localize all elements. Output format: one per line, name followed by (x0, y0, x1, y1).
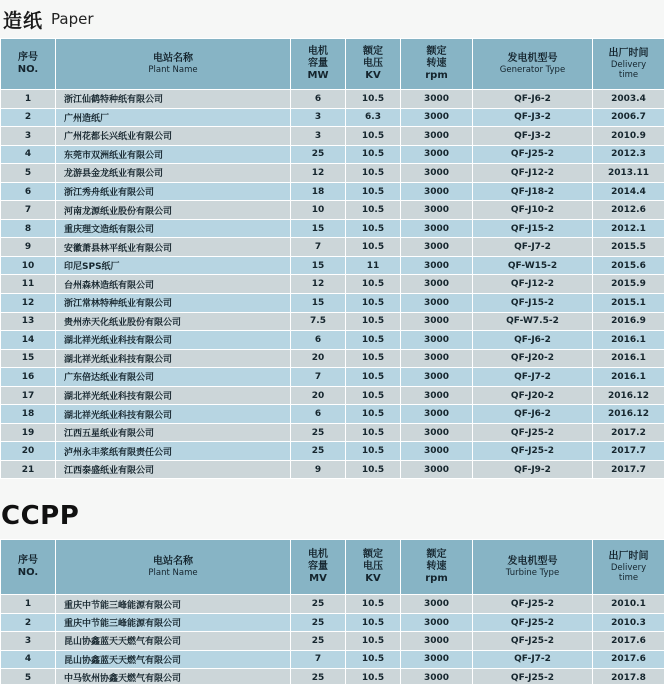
cell-plant-name: 浙江常林特种纸业有限公司 (56, 294, 291, 313)
cell-capacity: 7 (291, 368, 346, 387)
ccpp-title: CCPP (1, 501, 80, 532)
cell-capacity: 15 (291, 219, 346, 238)
column-header-mw (291, 39, 346, 90)
header-label-en: MV (309, 573, 327, 585)
header-label-zh: 序号 (18, 555, 38, 567)
ccpp-section-title (0, 479, 664, 539)
cell-voltage: 10.5 (346, 331, 401, 350)
cell-plant-name: 东莞市双洲纸业有限公司 (56, 145, 291, 164)
cell-voltage: 10.5 (346, 368, 401, 387)
header-label-zh: 额定 (426, 46, 447, 57)
column-header-kv (346, 39, 401, 90)
cell-delivery-time: 2010.9 (593, 127, 664, 146)
cell-generator-type: QF-J25-2 (473, 595, 593, 613)
header-label-en: rpm (425, 70, 448, 81)
cell-speed: 3000 (401, 127, 473, 146)
cell-generator-type: QF-J25-2 (473, 423, 593, 442)
cell-plant-name: 贵州赤天化纸业股份有限公司 (56, 312, 291, 331)
cell-no: 13 (1, 312, 56, 331)
cell-speed: 3000 (401, 90, 473, 109)
cell-capacity: 25 (291, 423, 346, 442)
cell-voltage: 10.5 (346, 386, 401, 405)
header-label-zh: 容量 (308, 561, 328, 573)
cell-voltage: 10.5 (346, 90, 401, 109)
header-label-en: Turbine Type (505, 568, 560, 579)
cell-plant-name: 中马钦州协鑫天燃气有限公司 (56, 669, 291, 684)
cell-voltage: 10.5 (346, 442, 401, 461)
cell-generator-type: QF-J15-2 (473, 219, 593, 238)
header-label-en: NO. (17, 64, 39, 75)
cell-no: 4 (1, 650, 56, 668)
cell-plant-name: 浙江仙鹤特种纸有限公司 (56, 90, 291, 109)
cell-plant-name: 重庆中节能三峰能源有限公司 (56, 613, 291, 631)
cell-no: 15 (1, 349, 56, 368)
cell-capacity: 6 (291, 405, 346, 424)
cell-voltage: 10.5 (346, 650, 401, 668)
cell-no: 17 (1, 386, 56, 405)
cell-no: 19 (1, 423, 56, 442)
header-label-en: NO. (17, 567, 39, 579)
header-label-zh: 发电机型号 (507, 53, 558, 64)
paper-title-zh: 造纸 (3, 9, 44, 32)
column-header-turbine-type (473, 540, 593, 595)
table-row (1, 595, 664, 613)
cell-generator-type: QF-J25-2 (473, 145, 593, 164)
cell-speed: 3000 (401, 349, 473, 368)
column-header-plant-name (56, 540, 291, 595)
column-header-delivery (593, 39, 664, 90)
cell-delivery-time: 2014.4 (593, 182, 664, 201)
cell-generator-type: QF-J6-2 (473, 90, 593, 109)
cell-generator-type: QF-J25-2 (473, 442, 593, 461)
cell-generator-type: QF-J7-2 (473, 650, 593, 668)
cell-plant-name: 广东倍达纸业有限公司 (56, 368, 291, 387)
cell-voltage: 10.5 (346, 613, 401, 631)
cell-capacity: 15 (291, 294, 346, 313)
cell-speed: 3000 (401, 442, 473, 461)
cell-voltage: 10.5 (346, 219, 401, 238)
cell-capacity: 10 (291, 201, 346, 220)
header-label-zh: 出厂时间 (608, 551, 649, 563)
cell-speed: 3000 (401, 460, 473, 479)
cell-voltage: 10.5 (346, 127, 401, 146)
cell-speed: 3000 (401, 294, 473, 313)
header-label-en: MW (307, 70, 329, 81)
header-label-zh: 额定 (363, 549, 383, 561)
cell-capacity: 25 (291, 145, 346, 164)
header-label-zh: 电机 (308, 549, 328, 561)
table-row (1, 405, 664, 424)
table-row (1, 386, 664, 405)
cell-voltage: 6.3 (346, 108, 401, 127)
cell-voltage: 10.5 (346, 312, 401, 331)
cell-plant-name: 龙游县金龙纸业有限公司 (56, 164, 291, 183)
cell-delivery-time: 2017.8 (593, 669, 664, 684)
cell-delivery-time: 2010.1 (593, 595, 664, 613)
cell-speed: 3000 (401, 613, 473, 631)
cell-generator-type: QF-J10-2 (473, 201, 593, 220)
table-row (1, 368, 664, 387)
cell-capacity: 25 (291, 613, 346, 631)
cell-generator-type: QF-J9-2 (473, 460, 593, 479)
column-header-kv (346, 540, 401, 595)
cell-voltage: 10.5 (346, 669, 401, 684)
cell-generator-type: QF-J3-2 (473, 127, 593, 146)
header-label-zh: 电站名称 (153, 53, 193, 64)
header-label-zh: 发电机型号 (507, 556, 558, 568)
header-label-zh: 转速 (426, 58, 447, 69)
cell-speed: 3000 (401, 256, 473, 275)
cell-no: 3 (1, 127, 56, 146)
cell-delivery-time: 2017.2 (593, 423, 664, 442)
cell-voltage: 10.5 (346, 294, 401, 313)
cell-generator-type: QF-J25-2 (473, 669, 593, 684)
cell-delivery-time: 2003.4 (593, 90, 664, 109)
cell-speed: 3000 (401, 669, 473, 684)
table-row (1, 256, 664, 275)
header-row (1, 540, 664, 595)
cell-speed: 3000 (401, 238, 473, 257)
cell-generator-type: QF-J25-2 (473, 613, 593, 631)
cell-capacity: 20 (291, 349, 346, 368)
cell-voltage: 10.5 (346, 275, 401, 294)
cell-capacity: 7 (291, 238, 346, 257)
cell-no: 16 (1, 368, 56, 387)
cell-speed: 3000 (401, 275, 473, 294)
cell-delivery-time: 2013.11 (593, 164, 664, 183)
cell-no: 5 (1, 164, 56, 183)
cell-no: 2 (1, 108, 56, 127)
cell-no: 9 (1, 238, 56, 257)
table-row (1, 127, 664, 146)
paper-title-en: Paper (51, 10, 94, 28)
cell-voltage: 10.5 (346, 182, 401, 201)
cell-delivery-time: 2015.6 (593, 256, 664, 275)
cell-capacity: 7 (291, 650, 346, 668)
cell-generator-type: QF-J12-2 (473, 275, 593, 294)
column-header-plant-name (56, 39, 291, 90)
cell-no: 6 (1, 182, 56, 201)
cell-plant-name: 广州花都长兴纸业有限公司 (56, 127, 291, 146)
cell-no: 8 (1, 219, 56, 238)
cell-generator-type: QF-J7-2 (473, 238, 593, 257)
cell-plant-name: 湖北祥光纸业科技有限公司 (56, 386, 291, 405)
header-label-en: KV (365, 70, 381, 81)
cell-capacity: 6 (291, 90, 346, 109)
cell-generator-type: QF-W15-2 (473, 256, 593, 275)
paper-plants-table (0, 38, 664, 479)
table-row (1, 90, 664, 109)
cell-voltage: 10.5 (346, 164, 401, 183)
cell-delivery-time: 2015.1 (593, 294, 664, 313)
cell-speed: 3000 (401, 108, 473, 127)
cell-delivery-time: 2017.6 (593, 650, 664, 668)
cell-speed: 3000 (401, 368, 473, 387)
header-row (1, 39, 664, 90)
table-row (1, 294, 664, 313)
cell-delivery-time: 2016.12 (593, 386, 664, 405)
cell-delivery-time: 2015.5 (593, 238, 664, 257)
column-header-generator-type (473, 39, 593, 90)
table-row (1, 275, 664, 294)
header-label-en: Plant Name (148, 65, 198, 75)
cell-no: 3 (1, 632, 56, 650)
cell-generator-type: QF-J25-2 (473, 632, 593, 650)
cell-no: 1 (1, 90, 56, 109)
header-label-en: rpm (425, 573, 448, 585)
cell-speed: 3000 (401, 331, 473, 350)
header-label-zh: 电压 (363, 561, 383, 573)
cell-speed: 3000 (401, 386, 473, 405)
cell-delivery-time: 2017.7 (593, 442, 664, 461)
header-label-en: Delivery (610, 563, 647, 574)
paper-section-title (0, 0, 664, 38)
cell-voltage: 10.5 (346, 349, 401, 368)
cell-generator-type: QF-J20-2 (473, 349, 593, 368)
column-header-rpm (401, 39, 473, 90)
header-label-en: Delivery (610, 60, 647, 70)
cell-speed: 3000 (401, 201, 473, 220)
cell-delivery-time: 2016.12 (593, 405, 664, 424)
cell-plant-name: 湖北祥光纸业科技有限公司 (56, 349, 291, 368)
cell-no: 1 (1, 595, 56, 613)
cell-delivery-time: 2016.9 (593, 312, 664, 331)
cell-speed: 3000 (401, 164, 473, 183)
cell-plant-name: 广州造纸厂 (56, 108, 291, 127)
cell-plant-name: 重庆理文造纸有限公司 (56, 219, 291, 238)
cell-voltage: 10.5 (346, 423, 401, 442)
table-row (1, 613, 664, 631)
header-label-zh: 出厂时间 (608, 48, 649, 59)
table-row (1, 423, 664, 442)
cell-no: 5 (1, 669, 56, 684)
cell-capacity: 9 (291, 460, 346, 479)
cell-generator-type: QF-J3-2 (473, 108, 593, 127)
cell-generator-type: QF-J6-2 (473, 405, 593, 424)
cell-capacity: 3 (291, 108, 346, 127)
table-row (1, 108, 664, 127)
cell-capacity: 3 (291, 127, 346, 146)
cell-plant-name: 重庆中节能三峰能源有限公司 (56, 595, 291, 613)
cell-no: 2 (1, 613, 56, 631)
cell-generator-type: QF-J15-2 (473, 294, 593, 313)
cell-plant-name: 江西五星纸业有限公司 (56, 423, 291, 442)
table-row (1, 331, 664, 350)
header-label-zh: 电站名称 (153, 556, 193, 568)
table-row (1, 219, 664, 238)
cell-voltage: 10.5 (346, 405, 401, 424)
cell-no: 18 (1, 405, 56, 424)
header-label-en: Plant Name (148, 568, 198, 579)
cell-no: 7 (1, 201, 56, 220)
cell-capacity: 6 (291, 331, 346, 350)
cell-speed: 3000 (401, 423, 473, 442)
cell-generator-type: QF-J18-2 (473, 182, 593, 201)
cell-voltage: 10.5 (346, 201, 401, 220)
cell-no: 12 (1, 294, 56, 313)
cell-no: 20 (1, 442, 56, 461)
cell-capacity: 12 (291, 275, 346, 294)
cell-speed: 3000 (401, 650, 473, 668)
table-row (1, 460, 664, 479)
header-label-zh: 额定 (363, 46, 383, 57)
table-row (1, 650, 664, 668)
header-label-zh: 额定 (426, 549, 447, 561)
table-row (1, 164, 664, 183)
cell-capacity: 18 (291, 182, 346, 201)
cell-plant-name: 印尼SPS纸厂 (56, 256, 291, 275)
header-label-zh: 转速 (426, 561, 447, 573)
header-label-zh: 电机 (308, 46, 328, 57)
cell-plant-name: 河南龙源纸业股份有限公司 (56, 201, 291, 220)
column-header-no- (1, 540, 56, 595)
header-label-zh: 容量 (308, 58, 328, 69)
cell-capacity: 25 (291, 669, 346, 684)
cell-voltage: 10.5 (346, 595, 401, 613)
cell-speed: 3000 (401, 145, 473, 164)
cell-voltage: 10.5 (346, 460, 401, 479)
cell-capacity: 25 (291, 632, 346, 650)
cell-delivery-time: 2012.6 (593, 201, 664, 220)
table-row (1, 238, 664, 257)
cell-capacity: 12 (291, 164, 346, 183)
header-label-zh: 序号 (18, 52, 38, 63)
cell-generator-type: QF-J12-2 (473, 164, 593, 183)
cell-speed: 3000 (401, 312, 473, 331)
cell-delivery-time: 2012.1 (593, 219, 664, 238)
column-header-rpm (401, 540, 473, 595)
cell-voltage: 11 (346, 256, 401, 275)
table-row (1, 145, 664, 164)
ccpp-plants-table (0, 539, 664, 684)
cell-delivery-time: 2006.7 (593, 108, 664, 127)
header-label-zh: 电压 (363, 58, 383, 69)
cell-no: 14 (1, 331, 56, 350)
cell-capacity: 25 (291, 442, 346, 461)
table-row (1, 312, 664, 331)
header-label-en: KV (365, 573, 381, 585)
cell-speed: 3000 (401, 405, 473, 424)
cell-no: 11 (1, 275, 56, 294)
table-row (1, 201, 664, 220)
cell-speed: 3000 (401, 595, 473, 613)
column-header-mv (291, 540, 346, 595)
cell-plant-name: 安徽萧县林平纸业有限公司 (56, 238, 291, 257)
table-row (1, 632, 664, 650)
cell-voltage: 10.5 (346, 145, 401, 164)
cell-generator-type: QF-W7.5-2 (473, 312, 593, 331)
table-row (1, 349, 664, 368)
cell-speed: 3000 (401, 182, 473, 201)
cell-voltage: 10.5 (346, 238, 401, 257)
cell-capacity: 7.5 (291, 312, 346, 331)
cell-speed: 3000 (401, 632, 473, 650)
cell-plant-name: 江西泰盛纸业有限公司 (56, 460, 291, 479)
column-header-delivery (593, 540, 664, 595)
header-label-en: time (618, 573, 639, 584)
cell-plant-name: 泸州永丰浆纸有限责任公司 (56, 442, 291, 461)
table-row (1, 669, 664, 684)
cell-no: 21 (1, 460, 56, 479)
cell-capacity: 20 (291, 386, 346, 405)
header-label-en: time (618, 70, 639, 80)
cell-generator-type: QF-J7-2 (473, 368, 593, 387)
table-row (1, 442, 664, 461)
cell-plant-name: 昆山协鑫蓝天天燃气有限公司 (56, 632, 291, 650)
header-label-en: Generator Type (499, 65, 566, 75)
cell-delivery-time: 2010.3 (593, 613, 664, 631)
cell-no: 4 (1, 145, 56, 164)
cell-no: 10 (1, 256, 56, 275)
cell-plant-name: 浙江秀舟纸业有限公司 (56, 182, 291, 201)
cell-delivery-time: 2016.1 (593, 331, 664, 350)
cell-delivery-time: 2016.1 (593, 349, 664, 368)
cell-generator-type: QF-J6-2 (473, 331, 593, 350)
cell-generator-type: QF-J20-2 (473, 386, 593, 405)
table-row (1, 182, 664, 201)
cell-delivery-time: 2017.6 (593, 632, 664, 650)
cell-delivery-time: 2017.7 (593, 460, 664, 479)
cell-plant-name: 湖北祥光纸业科技有限公司 (56, 331, 291, 350)
cell-delivery-time: 2015.9 (593, 275, 664, 294)
cell-delivery-time: 2012.3 (593, 145, 664, 164)
column-header-no- (1, 39, 56, 90)
cell-delivery-time: 2016.1 (593, 368, 664, 387)
cell-voltage: 10.5 (346, 632, 401, 650)
cell-plant-name: 昆山协鑫蓝天天燃气有限公司 (56, 650, 291, 668)
cell-capacity: 15 (291, 256, 346, 275)
cell-speed: 3000 (401, 219, 473, 238)
cell-plant-name: 台州森林造纸有限公司 (56, 275, 291, 294)
cell-capacity: 25 (291, 595, 346, 613)
cell-plant-name: 湖北祥光纸业科技有限公司 (56, 405, 291, 424)
